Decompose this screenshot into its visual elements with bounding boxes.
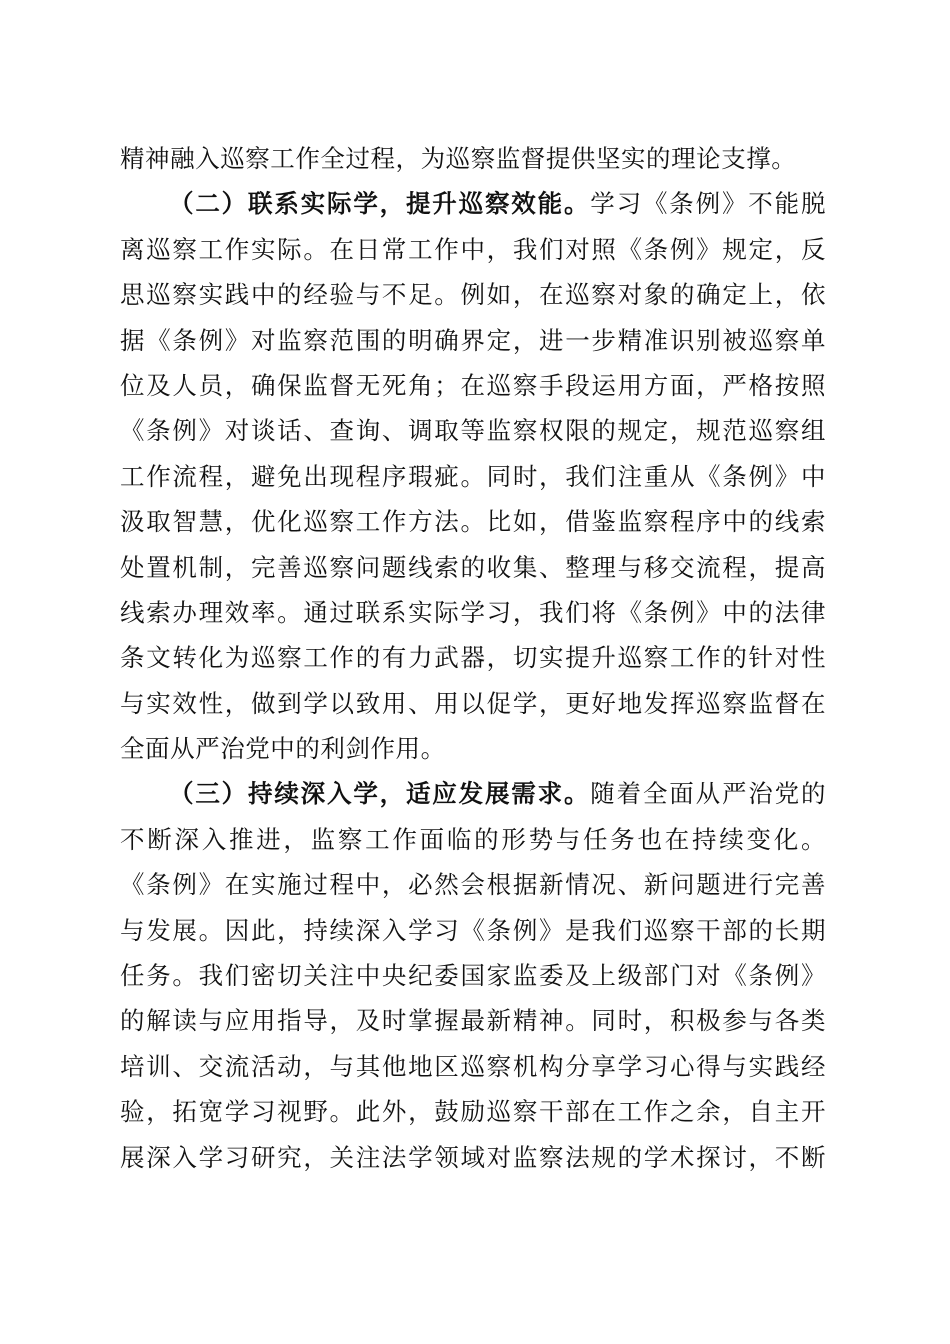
paragraph-line: 思巡察实践中的经验与不足。例如，在巡察对象的确定上，依	[120, 280, 826, 310]
paragraph-line: 处置机制，完善巡察问题线索的收集、整理与移交流程，提高	[120, 552, 826, 582]
paragraph-line: 位及人员，确保监督无死角；在巡察手段运用方面，严格按照	[120, 370, 826, 400]
intro-line: 精神融入巡察工作全过程，为巡察监督提供坚实的理论支撑。	[120, 144, 797, 173]
paragraph-line: 条文转化为巡察工作的有力武器，切实提升巡察工作的针对性	[120, 643, 826, 673]
paragraph-line: 线索办理效率。通过联系实际学习，我们将《条例》中的法律	[120, 597, 826, 627]
paragraph-line: 据《条例》对监察范围的明确界定，进一步精准识别被巡察单	[120, 325, 826, 355]
paragraph-line: 《条例》对谈话、查询、调取等监察权限的规定，规范巡察组	[120, 416, 826, 446]
section3-heading: （三）持续深入学，适应发展需求。	[169, 779, 591, 809]
paragraph-line: 汲取智慧，优化巡察工作方法。比如，借鉴监察程序中的线索	[120, 507, 826, 537]
paragraph-line: 的解读与应用指导，及时掌握最新精神。同时，积极参与各类	[120, 1006, 826, 1036]
paragraph-line: 培训、交流活动，与其他地区巡察机构分享学习心得与实践经	[120, 1051, 826, 1081]
paragraph-line: 与实效性，做到学以致用、用以促学，更好地发挥巡察监督在	[120, 688, 826, 718]
document-body	[120, 136, 826, 1180]
paragraph-line: 与发展。因此，持续深入学习《条例》是我们巡察干部的长期	[120, 915, 826, 945]
paragraph-line: 不断深入推进，监察工作面临的形势与任务也在持续变化。	[120, 824, 826, 854]
paragraph-line: 验，拓宽学习视野。此外，鼓励巡察干部在工作之余，自主开	[120, 1097, 826, 1127]
section2-heading: （二）联系实际学，提升巡察效能。	[169, 189, 591, 219]
paragraph-line: 任务。我们密切关注中央纪委国家监委及上级部门对《条例》	[120, 961, 826, 991]
paragraph-line: 离巡察工作实际。在日常工作中，我们对照《条例》规定，反	[120, 234, 826, 264]
section3-first-line	[120, 771, 826, 816]
section2-last-line: 全面从严治党中的利剑作用。	[120, 734, 446, 764]
paragraph-line: 《条例》在实施过程中，必然会根据新情况、新问题进行完善	[120, 870, 826, 900]
paragraph-line: 展深入学习研究，关注法学领域对监察法规的学术探讨，不断	[120, 1142, 826, 1172]
section2-line1-rest: 学习《条例》不能脱	[590, 189, 826, 219]
section3-line1-rest: 随着全面从严治党的	[590, 779, 826, 809]
paragraph-line: 工作流程，避免出现程序瑕疵。同时，我们注重从《条例》中	[120, 461, 826, 491]
section2-first-line	[120, 181, 826, 226]
